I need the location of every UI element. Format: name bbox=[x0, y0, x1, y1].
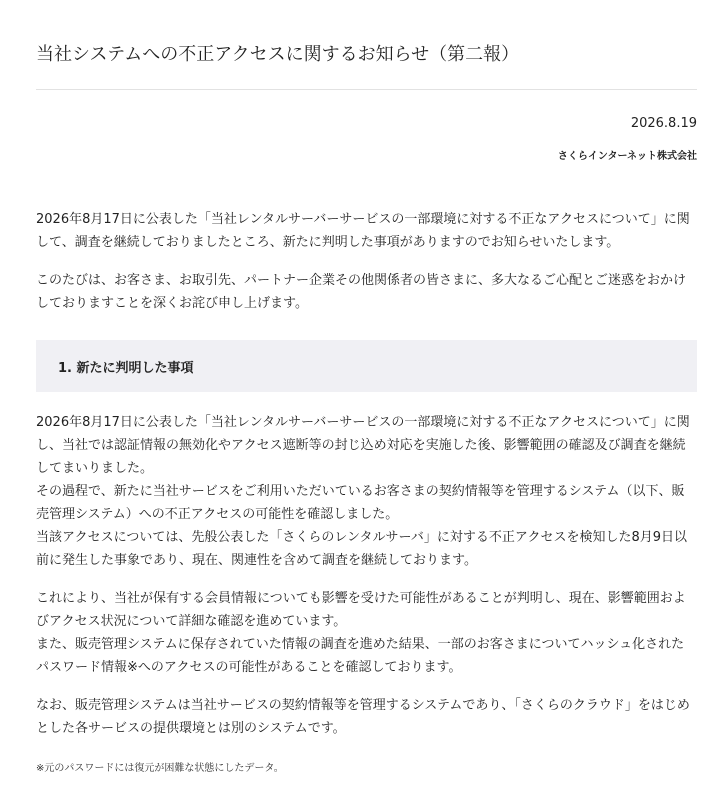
footnote: ※元のパスワードには復元が困難な状態にしたデータ。 bbox=[36, 763, 284, 774]
company-name: さくらインターネット株式会社 bbox=[557, 151, 697, 162]
findings-line: 当該アクセスについては、先般公表した「さくらのレンタルサーバ」に対する不正アクセスを検知した8月9日以前に発生した事象であり、現在、関連性を含めて調査を継続しております。 bbox=[36, 530, 688, 568]
findings-paragraph-2 bbox=[36, 587, 697, 679]
findings-paragraph-1 bbox=[36, 411, 697, 572]
apology-paragraph: このたびは、お客さま、お取引先、パートナー企業その他関係者の皆さまに、多大なるご心配とご迷惑をおかけしておりますことを深くお詫び申し上げます。 bbox=[36, 273, 687, 311]
findings-paragraph-3 bbox=[36, 694, 697, 740]
page-title: 当社システムへの不正アクセスに関するお知らせ（第二報） bbox=[36, 44, 520, 65]
findings-line: これにより、当社が保有する会員情報についても影響を受けた可能性があることが判明し、現在、影響範囲およびアクセス状況について詳細な確認を進めています。 bbox=[36, 591, 686, 629]
intro-paragraph: 2026年8月17日に公表した「当社レンタルサーバーサービスの一部環境に対する不正なアクセスについて」に関して、調査を継続しておりましたところ、新たに判明した事項がありますのでお知らせいたします。 bbox=[36, 212, 690, 250]
findings-line: その過程で、新たに当社サービスをご利用いただいているお客さまの契約情報等を管理するシステム（以下、販売管理システム）への不正アクセスの可能性を確認しました。 bbox=[36, 484, 685, 522]
findings-line: 2026年8月17日に公表した「当社レンタルサーバーサービスの一部環境に対する不正なアクセスについて」に関し、当社では認証情報の無効化やアクセス遮断等の封じ込め対応を実施した後、影響範囲の確認及び調査を継続してまいりました。 bbox=[36, 415, 690, 476]
title-divider bbox=[36, 89, 697, 90]
findings-line: また、販売管理システムに保存されていた情報の調査を進めた結果、一部のお客さまについてハッシュ化されたパスワード情報※へのアクセスの可能性があることを確認しております。 bbox=[36, 637, 685, 675]
findings-line: なお、販売管理システムは当社サービスの契約情報等を管理するシステムであり、「さくらのクラウド」をはじめとした各サービスの提供環境とは別のシステムです。 bbox=[36, 698, 690, 736]
publish-date: 2026.8.19 bbox=[630, 116, 697, 131]
section-heading: 1. 新たに判明した事項 bbox=[36, 340, 697, 392]
notice-meta bbox=[36, 115, 697, 164]
